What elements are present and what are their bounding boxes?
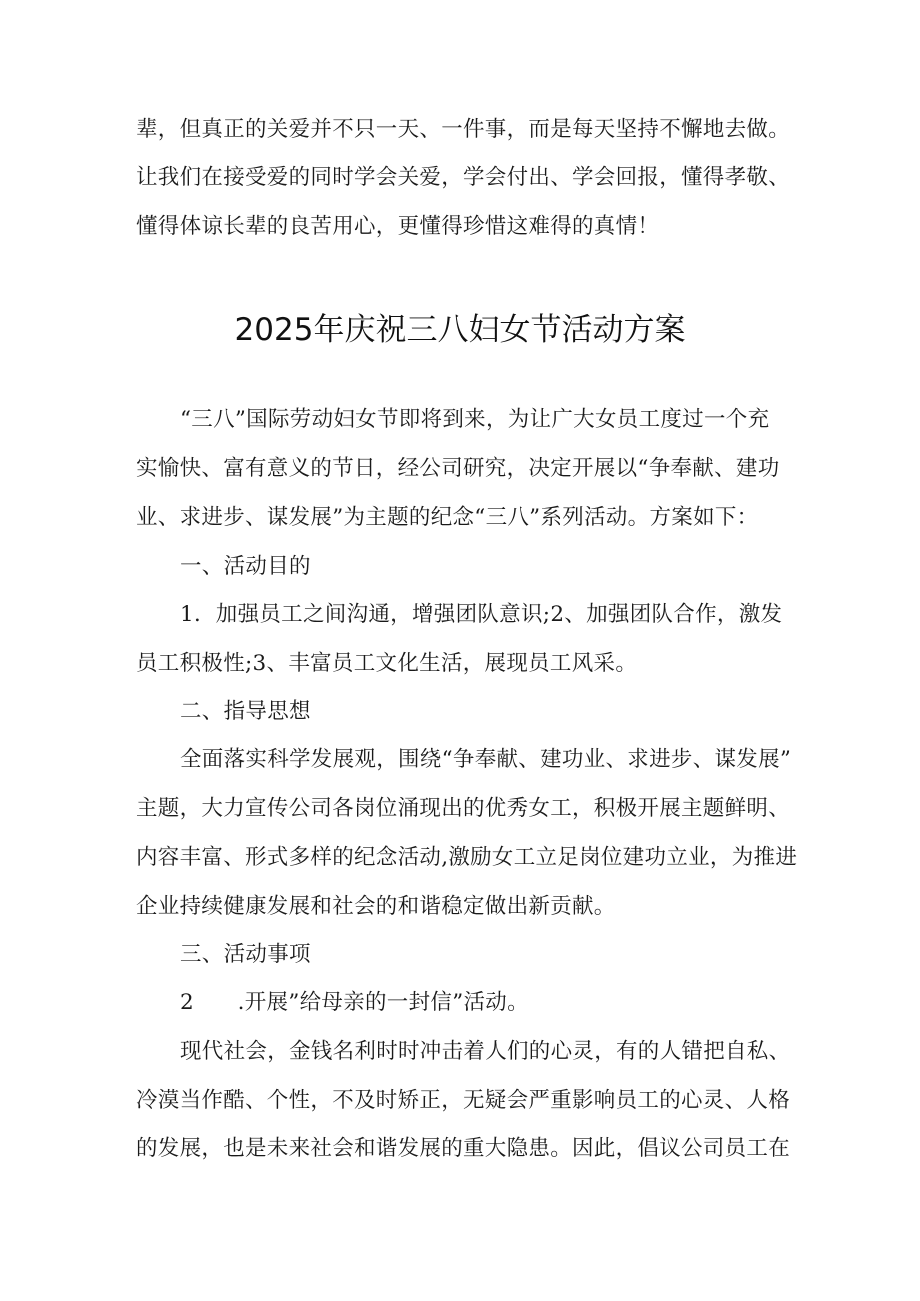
section-heading-2: 二、指导思想 [180, 699, 311, 724]
paragraph-line-1: “三八”国际劳动妇女节即将到来，为让广大女员工度过一个充 [180, 407, 770, 432]
paragraph-line-5: 员工积极性;3、丰富员工文化生活，展现员工风采。 [136, 651, 638, 676]
intro-line-3: 懂得体谅长辈的良苦用心，更懂得珍惜这难得的真情！ [136, 214, 660, 239]
section-heading-1: 一、活动目的 [180, 554, 311, 579]
paragraph-line-9: 企业持续健康发展和社会的和谐稳定做出新贡献。 [136, 894, 616, 919]
section-heading-3: 三、活动事项 [180, 942, 311, 967]
paragraph-line-8: 内容丰富、形式多样的纪念活动,激励女工立足岗位建功立业，为推进 [136, 845, 798, 870]
paragraph-line-12: 的发展，也是未来社会和谐发展的重大隐患。因此，倡议公司员工在 [136, 1136, 791, 1161]
paragraph-line-10: 现代社会，金钱名利时时冲击着人们的心灵，有的人错把自私、 [180, 1039, 791, 1064]
intro-line-1: 辈，但真正的关爱并不只一天、一件事，而是每天坚持不懈地去做。 [136, 117, 791, 142]
paragraph-line-11: 冷漠当作酷、个性，不及时矫正，无疑会严重影响员工的心灵、人格 [136, 1088, 791, 1113]
list-item-2: 2 .开展”给母亲的一封信”活动。 [180, 990, 529, 1015]
paragraph-line-7: 主题，大力宣传公司各岗位涌现出的优秀女工，积极开展主题鲜明、 [136, 796, 791, 821]
paragraph-line-6: 全面落实科学发展观，围绕“争奉献、建功业、求进步、谋发展” [180, 747, 792, 772]
paragraph-line-4: 1．加强员工之间沟通，增强团队意识;2、加强团队合作，激发 [180, 602, 783, 627]
intro-line-2: 让我们在接受爱的同时学会关爱，学会付出、学会回报，懂得孝敬、 [136, 165, 791, 190]
document-title: 2025年庆祝三八妇女节活动方案 [234, 312, 686, 348]
paragraph-line-2: 实愉快、富有意义的节日，经公司研究，决定开展以“争奉献、建功 [136, 456, 780, 481]
paragraph-line-3: 业、求进步、谋发展”为主题的纪念“三八”系列活动。方案如下： [136, 505, 759, 530]
